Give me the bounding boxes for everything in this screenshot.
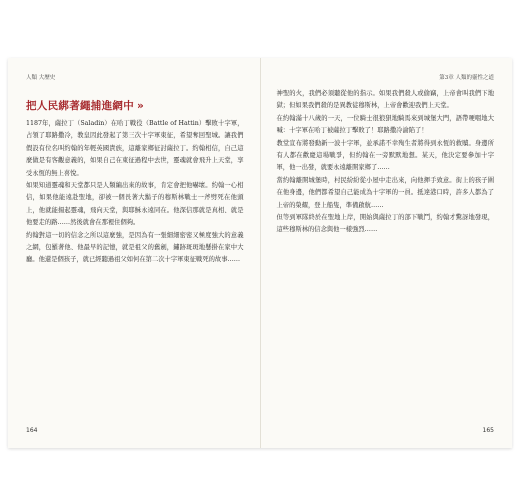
right-body-text: 神聖的火，我們必須聽從他的指示。如果我們殺人或偷竊，上帝會叫我們下地獄；但如果我們殺的是異教徒穆斯林，上帝會歡迎我們上天堂。 在約翰滿十八歲的一天，一位騎士很狼狽地騎馬來到城堡大門，語帶哽咽地大喊：十字軍在哈丁被薩拉丁擊敗了！耶路撒冷淪陷了！ 教堂宣布將發動新一波十字軍，並承諾不幸殉生者將得到永恆的救贖。身邊所有人都在歡慶這場戰爭，但約翰在一旁默默地想。某天，他決定要參加十字軍，他一出發，就要永遠離開家鄉了…… 當約翰離開城堡時，村民紛紛從小屋中走出來，向他揮手致意。街上的孩子圍在他身邊，他們都希望自己能成為十字軍的一員。抵達港口時，許多人都為了上帝的榮耀，登上船隻，準備啟航…… 但等到軍隊終於在聖地上岸，開始與薩拉丁的部下戰鬥，約翰才驚訝地發現，這些穆斯林的信念與他一樣強烈……: [276, 90, 494, 234]
running-head: [8, 68, 260, 82]
book-title-mark: [26, 73, 55, 81]
left-body-text: 1187年，薩拉丁（Saladin）在哈丁戰役（Battle of Hattin）擊敗十字軍，占領了耶路撒冷，教皇因此發起了第三次十字軍東征，希望奪回聖城。讓我們假設有位名叫約翰的年輕英國貴族，這離家鄉征討薩拉丁。約翰相信，自己這麼做是有客觀意義的，如果自己在東征過程中去世，靈魂就會飛升上天堂，享受永恆的無上喜悅。 如果知道靈魂和天堂都只是人類編出來的故事，肯定會把他嚇壞。約翰一心相信，如果他能遠赴聖地，卻被一個長著大鬍子的穆斯林戰士一斧劈死在他頭上，他就能揚起靈魂，飛向天堂，與耶穌永遠同在。他深信那就是真相、就是他要走的路……然後就會在那裡住個夠。 約翰對這一切的信念之所以這麼強，是因為有一張細細密密又極度強大的意義之網，包羅著他、他最早的記憶，就是祖父的舊劍，鏽跡斑斑地懸掛在家中大廳。他還是個孩子，就已經聽過祖父如何在第二次十字軍東征戰死的故事……: [26, 120, 244, 264]
book-spread: [8, 58, 512, 448]
page-number-left: 164: [26, 427, 38, 434]
section-heading: [26, 98, 144, 113]
book-title: 人類 大歷史: [26, 75, 56, 81]
chapter-title: 第3章 人類的靈性之道: [439, 75, 494, 81]
section-heading-text: 把人民綁著繩捕進網中: [26, 100, 134, 112]
right-page: [261, 58, 513, 448]
running-head: [261, 68, 513, 82]
double-chevron-icon: »: [137, 100, 145, 112]
left-page: [8, 58, 261, 448]
page-number-right: 165: [482, 427, 494, 434]
